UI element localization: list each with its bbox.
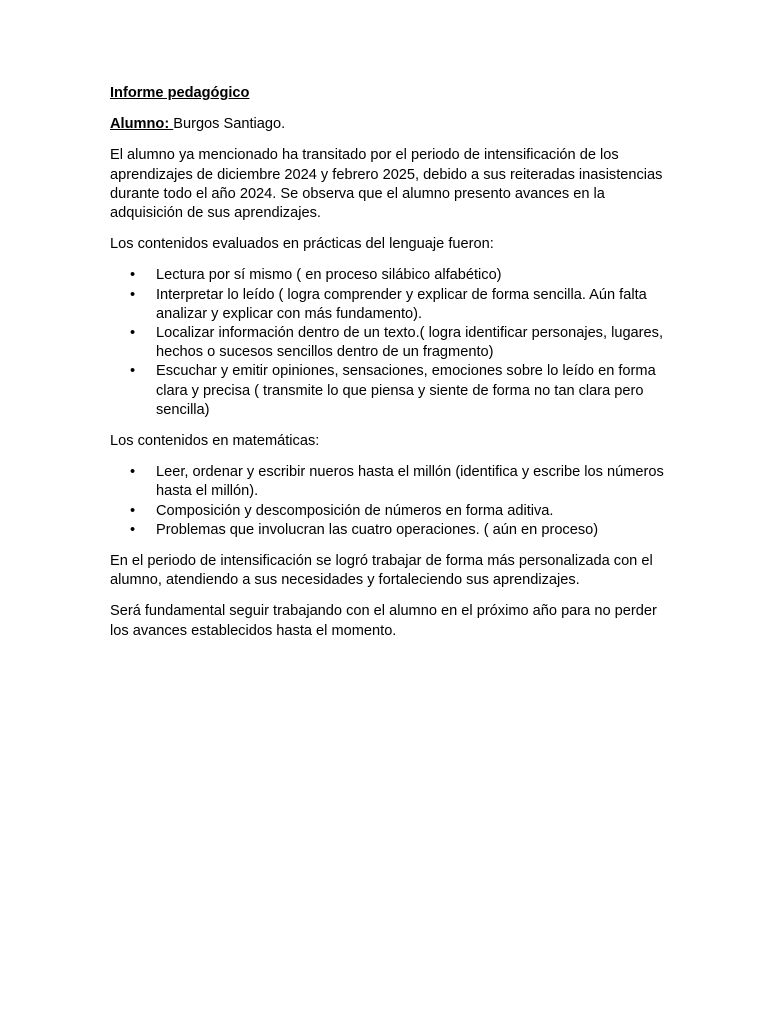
list-item-text: Lectura por sí mismo ( en proceso silábico alfabético) — [156, 267, 502, 284]
bullet-icon: • — [130, 521, 136, 538]
closing-paragraph: Será fundamental seguir trabajando con el alumno en el próximo año para no perder los avances establecidos hasta el momento. — [110, 603, 657, 639]
list-item — [110, 502, 670, 521]
language-list — [110, 266, 670, 420]
student-name: Burgos Santiago. — [173, 116, 286, 133]
document-page — [110, 84, 670, 653]
list-item — [110, 266, 670, 285]
bullet-icon: • — [130, 502, 136, 519]
bullet-icon: • — [130, 286, 136, 303]
bullet-icon: • — [130, 363, 136, 380]
list-item-text: Interpretar lo leído ( logra comprender y explicar de forma sencilla. Aún falta analizar y explicar con más fundamento). — [156, 286, 647, 322]
list-item — [110, 286, 670, 324]
list-item-text: Problemas que involucran las cuatro operaciones. ( aún en proceso) — [156, 521, 599, 538]
intro-paragraph: El alumno ya mencionado ha transitado por el periodo de intensificación de los aprendizajes de diciembre 2024 y febrero 2025, debido a sus reiteradas inasistencias durante todo el año 2024. Se observa que el alumno presento avances en la adquisición de sus aprendizajes. — [110, 147, 663, 222]
math-list — [110, 463, 670, 540]
list-item — [110, 463, 670, 501]
list-item — [110, 521, 670, 540]
document-title: Informe pedagógico — [110, 85, 250, 101]
language-heading: Los contenidos evaluados en prácticas del lenguaje fueron: — [110, 236, 494, 253]
list-item-text: Composición y descomposición de números en forma aditiva. — [156, 502, 554, 519]
list-item-text: Escuchar y emitir opiniones, sensaciones, emociones sobre lo leído en forma clara y precisa ( transmite lo que piensa y siente de forma no tan clara pero sencilla) — [156, 363, 656, 418]
bullet-icon: • — [130, 464, 136, 481]
student-line — [110, 115, 670, 134]
list-item — [110, 362, 670, 420]
intensification-paragraph: En el periodo de intensificación se logró trabajar de forma más personalizada con el alumno, atendiendo a sus necesidades y fortaleciendo sus aprendizajes. — [110, 553, 653, 589]
student-label: Alumno: — [110, 116, 174, 133]
bullet-icon: • — [130, 267, 136, 284]
list-item — [110, 324, 670, 362]
bullet-icon: • — [130, 325, 136, 342]
math-heading: Los contenidos en matemáticas: — [110, 433, 320, 450]
list-item-text: Localizar información dentro de un texto.( logra identificar personajes, lugares, hechos o sucesos sencillos dentro de un fragmento) — [156, 325, 664, 361]
list-item-text: Leer, ordenar y escribir nueros hasta el millón (identifica y escribe los números hasta el millón). — [156, 464, 664, 500]
